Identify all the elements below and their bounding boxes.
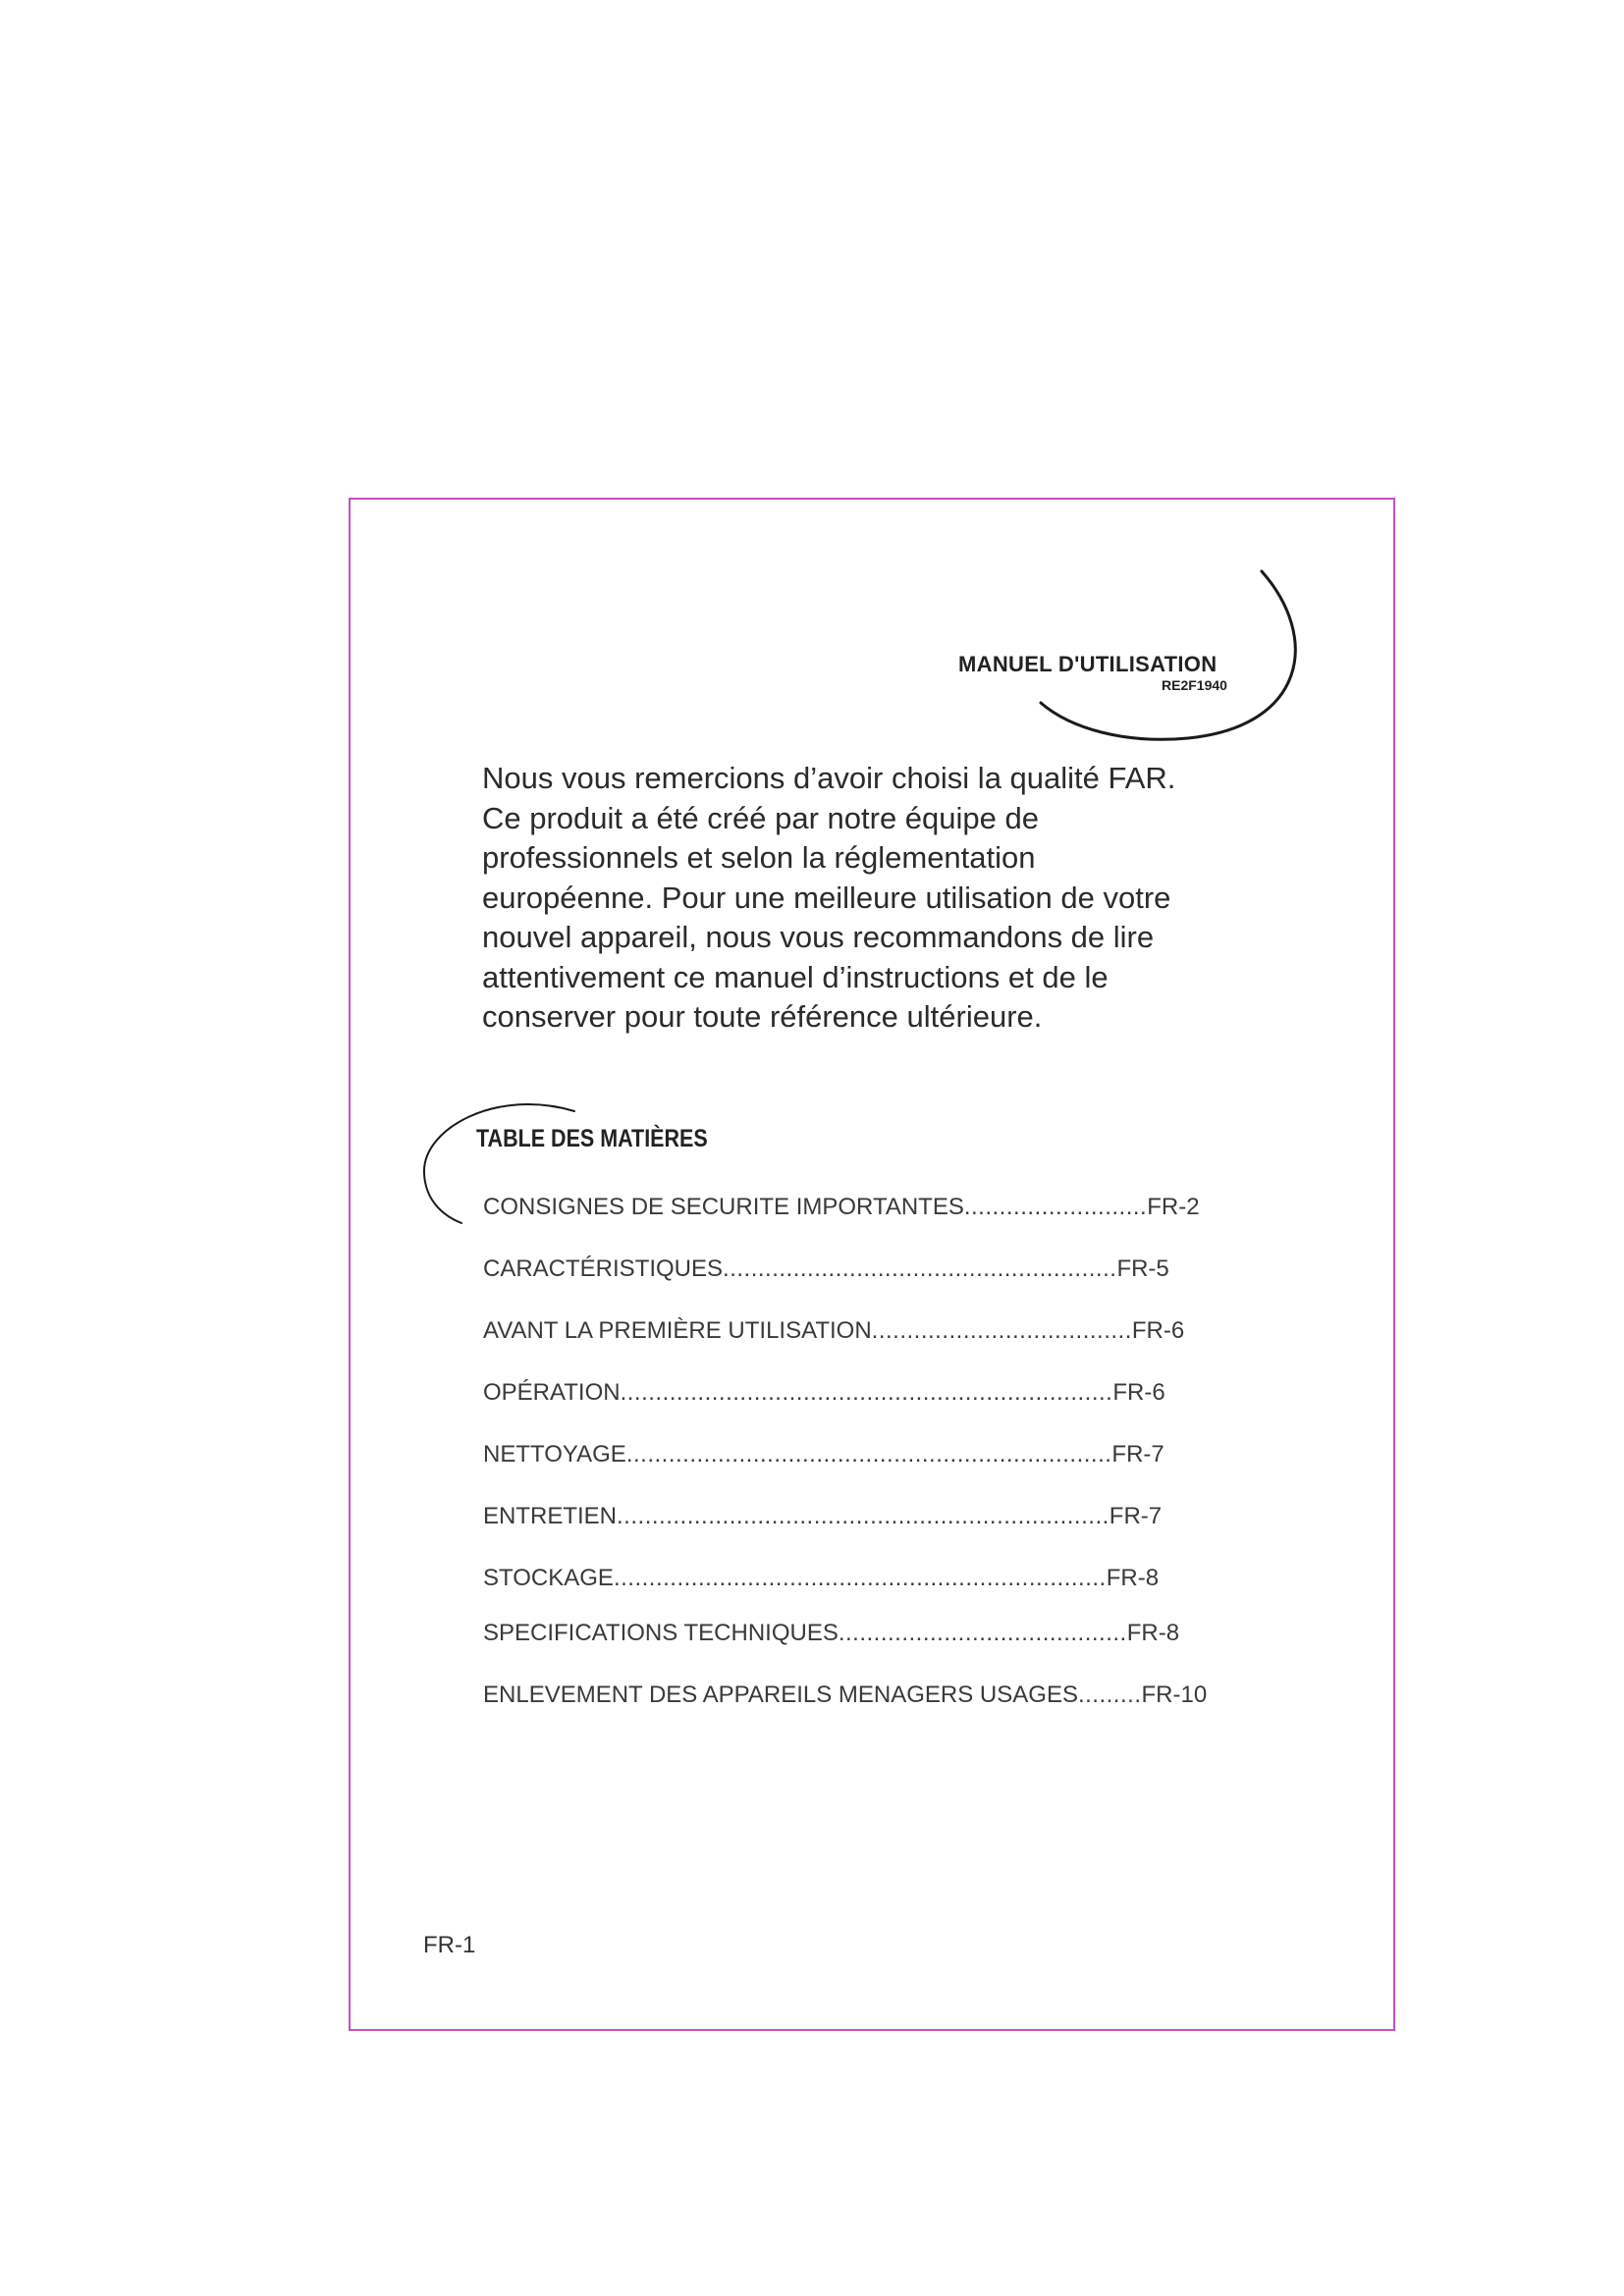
toc-entry-entretien[interactable]: [483, 1503, 1162, 1530]
intro-line: professionnels et selon la réglementation: [482, 840, 1036, 875]
toc-entry-label: ENLEVEMENT DES APPAREILS MENAGERS USAGES: [483, 1682, 1078, 1708]
toc-entry-page: FR-5: [1116, 1255, 1169, 1282]
toc-entry-dots: .....................................: [871, 1317, 1132, 1344]
intro-line: attentivement ce manuel d’instructions et de le: [482, 959, 1109, 994]
toc-entry-page: FR-2: [1147, 1194, 1200, 1220]
intro-line: conserver pour toute référence ultérieure.: [482, 999, 1043, 1034]
toc-heading: TABLE DES MATIÈRES: [476, 1125, 708, 1152]
toc-entry-consignes[interactable]: [483, 1194, 1200, 1221]
intro-line: européenne. Pour une meilleure utilisation de votre: [482, 880, 1171, 915]
manual-title: MANUEL D'UTILISATION: [958, 652, 1218, 676]
toc-entry-dots: .....................................................................: [625, 1441, 1112, 1468]
toc-entry-enlevement[interactable]: [483, 1682, 1207, 1709]
toc-entry-label: ENTRETIEN: [483, 1503, 618, 1529]
toc-entry-page: FR-8: [1126, 1620, 1180, 1646]
toc-entry-dots: ........................................................: [723, 1255, 1117, 1282]
intro-line: Ce produit a été créé par notre équipe de: [482, 800, 1039, 835]
intro-line: nouvel appareil, nous vous recommandons de lire: [482, 920, 1155, 954]
toc-entry-page: FR-7: [1109, 1503, 1163, 1529]
toc-entry-dots: .........................................: [838, 1620, 1127, 1646]
toc-entry-label: CARACTÉRISTIQUES: [483, 1255, 724, 1282]
toc-entry-caracteristiques[interactable]: [483, 1255, 1169, 1283]
toc-entry-page: FR-6: [1112, 1379, 1165, 1406]
toc-entry-dots: ......................................................................: [620, 1379, 1113, 1406]
toc-entry-dots: ......................................................................: [613, 1565, 1107, 1591]
toc-entry-label: STOCKAGE: [483, 1565, 614, 1591]
toc-entry-label: OPÉRATION: [483, 1379, 621, 1406]
page-number: FR-1: [423, 1932, 476, 1958]
toc-entry-avant-utilisation[interactable]: [483, 1317, 1184, 1345]
toc-entry-dots: ......................................................................: [617, 1503, 1110, 1529]
toc-entry-operation[interactable]: [483, 1379, 1165, 1407]
toc-entry-label: AVANT LA PREMIÈRE UTILISATION: [483, 1317, 872, 1344]
toc-entry-dots: ..........................: [963, 1194, 1148, 1220]
toc-entry-dots: .........: [1077, 1682, 1142, 1708]
toc-entry-specifications[interactable]: [483, 1620, 1179, 1647]
toc-entry-stockage[interactable]: [483, 1565, 1159, 1592]
model-number: RE2F1940: [1162, 677, 1227, 693]
toc-entry-nettoyage[interactable]: [483, 1441, 1164, 1468]
toc-entry-page: FR-10: [1141, 1682, 1208, 1708]
toc-entry-page: FR-6: [1131, 1317, 1185, 1344]
intro-paragraph: [482, 759, 1268, 1038]
toc-entry-page: FR-8: [1106, 1565, 1160, 1591]
toc-entry-page: FR-7: [1111, 1441, 1164, 1468]
toc-entry-label: CONSIGNES DE SECURITE IMPORTANTES: [483, 1194, 964, 1220]
intro-line: Nous vous remercions d’avoir choisi la qualité FAR.: [482, 761, 1176, 795]
toc-entry-label: SPECIFICATIONS TECHNIQUES: [483, 1620, 839, 1646]
toc-entry-label: NETTOYAGE: [483, 1441, 626, 1468]
